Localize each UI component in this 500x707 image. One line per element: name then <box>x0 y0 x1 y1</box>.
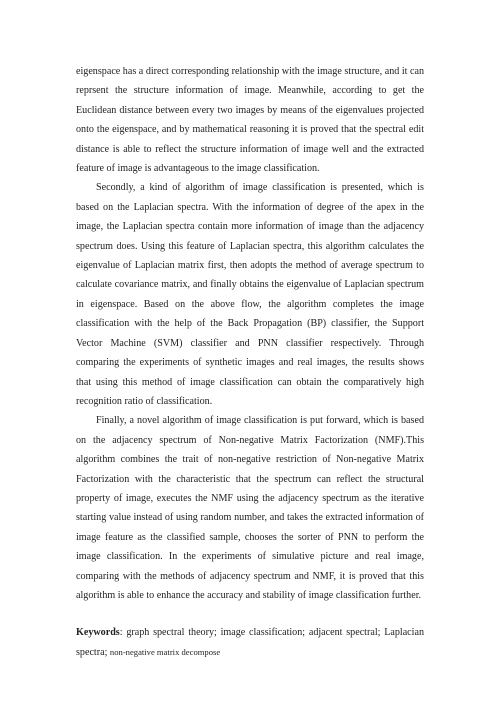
document-page <box>76 62 424 662</box>
keywords <box>76 623 424 662</box>
paragraph-laplacian: Secondly, a kind of algorithm of image classification is presented, which is based on the Laplacian spectra. With the information of degree of the apex in the image, the Laplacian spectra contain more information of image than the adjacency spectrum does. Using this feature of Laplacian spectra, this algorithm calculates the eigenvalue of Laplacian matrix first, then adopts the method of average spectrum to calculate covariance matrix, and finally obtains the eigenvalue of Laplacian spectrum in eigenspace. Based on the above flow, the algorithm completes the image classification with the help of the Back Propagation (BP) classifier, the Support Vector Machine (SVM) classifier and PNN classifier respectively. Through comparing the experiments of synthetic images and real images, the results shows that using this method of image classification can obtain the comparatively high recognition ratio of classification. <box>76 182 424 407</box>
keywords-text: : graph spectral theory; image classification; adjacent spectral; Laplacian spectra; <box>76 627 424 658</box>
keywords-last: non-negative matrix decompose <box>109 646 221 657</box>
paragraph-eigenspace: eigenspace has a direct corresponding relationship with the image structure, and it can reprsent the structure information of image. Meanwhile, according to get the Euclidean distance between every two images by means of the eigenvalues projected onto the eigenspace, and by mathematical reasoning it is proved that the spectral edit distance is able to reflect the structure information of image well and the extracted feature of image is advantageous to the image classification. <box>76 66 424 175</box>
keywords-label: Keywords <box>76 627 120 639</box>
paragraph-nmf: Finally, a novel algorithm of image classification is put forward, which is based on the adjacency spectrum of Non-negative Matrix Factorization (NMF).This algorithm combines the trait of non-negative restriction of Non-negative Matrix Factorization with the characteristic that the spectrum can reflect the structural property of image, executes the NMF using the adjacency spectrum as the iterative starting value instead of using random number, and takes the extracted information of image feature as the classified sample, chooses the sorter of PNN to perform the image classification. In the experiments of simulative picture and real image, comparing with the methods of adjacency spectrum and NMF, it is proved that this algorithm is able to enhance the accuracy and stability of image classification further. <box>76 415 424 601</box>
